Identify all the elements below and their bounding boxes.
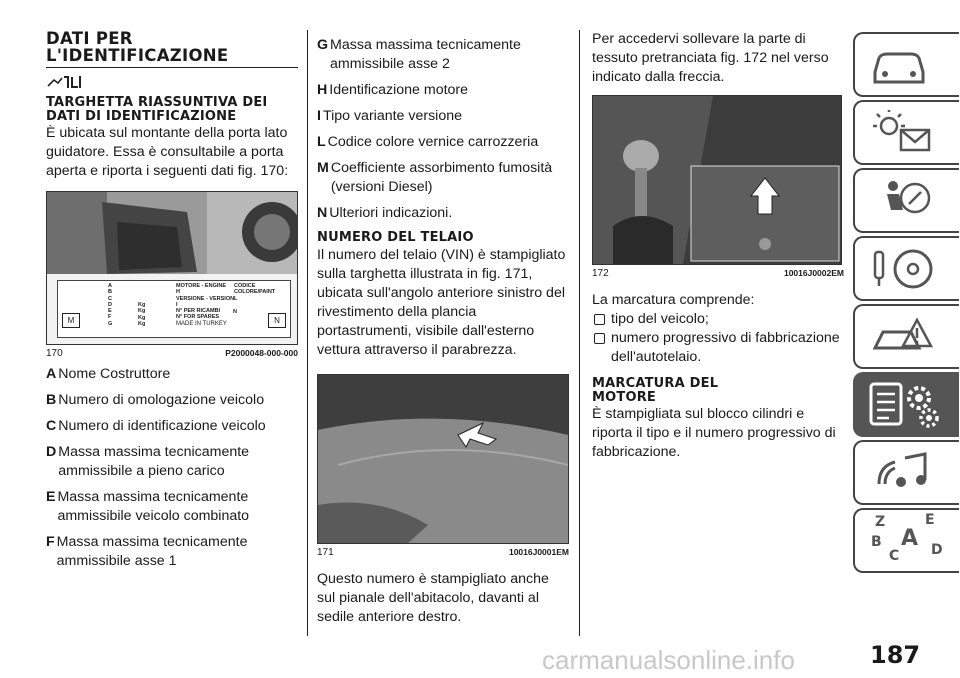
car-icon (869, 40, 929, 90)
figure-number: 171 (317, 546, 334, 558)
list-item: E Massa massima tecnicamente ammissibile veicolo combinato (46, 489, 250, 524)
vin-floor-paragraph: Questo numero è stampigliato anche sul pianale dell'abitacolo, davanti al sedile anteriore destro. (317, 570, 549, 625)
tab-driving[interactable] (853, 236, 959, 301)
column-divider (307, 30, 308, 636)
figure-172 (592, 95, 844, 279)
index-icon: Z E B A C D (871, 512, 943, 564)
breakdown-icon (869, 312, 939, 362)
list-item: H Identificazione motore (317, 82, 469, 98)
list-item: D Massa massima tecnicamente ammissibile a pieno carico (46, 444, 250, 479)
checkbox-bullet-icon (594, 314, 605, 325)
section-heading: MARCATURA DEL MOTORE (592, 376, 719, 405)
list-item: I Tipo variante versione (317, 108, 463, 124)
tab-warning-lights[interactable] (853, 100, 959, 165)
list-item: L Codice colore vernice carrozzeria (317, 134, 539, 150)
intro-paragraph: È ubicata sul montante della porta lato guidatore. Essa è consultabile a porta aperta e riporta i seguenti dati fig. 170: (46, 125, 289, 179)
figure-image (317, 374, 569, 544)
bullet-item: numero progressivo di fabbricazione dell'autotelaio. (592, 329, 844, 367)
engine-marking-paragraph: È stampigliata sul blocco cilindri e riporta il tipo e il numero progressivo di fabbricazione. (592, 406, 836, 460)
plate-n-letter: N (233, 309, 237, 315)
figure-170 (46, 191, 298, 359)
column-3 (592, 30, 844, 462)
plate-engine-block: MOTORE - ENGINE H VERSIONE - VERSION I N° PER RICAMBI N° FOR SPARES MADE IN TURKEY (176, 283, 235, 327)
figure-image (46, 191, 298, 345)
vin-paragraph: Il numero del telaio (VIN) è stampigliato sulla targhetta illustrata in fig. 171, ubicata sull'angolo anteriore sinistro del rivestimento della plancia portastrumenti, visibile dall'esterno vettura attraverso il parabrezza. (317, 246, 566, 358)
figure-number: 172 (592, 268, 609, 279)
tab-emergency[interactable] (853, 304, 959, 369)
tab-technical-data[interactable] (853, 372, 959, 437)
legend-list (46, 365, 298, 571)
tab-car[interactable] (853, 32, 959, 97)
list-item: N Ulteriori indicazioni. (317, 205, 453, 221)
list-item: G Massa massima tecnicamente ammissibile asse 2 (317, 37, 521, 72)
tab-multimedia[interactable] (853, 440, 959, 505)
list-item: A Nome Costruttore (46, 366, 171, 382)
plate-paint-block: CODICE COLORE/PAINT L (234, 283, 276, 302)
figure-image (592, 95, 842, 265)
figure-number: 170 (46, 348, 63, 359)
figure-code: 10016J0001EM (508, 546, 569, 557)
marcatura-intro: La marcatura comprende: (592, 292, 755, 308)
list-item: M Coefficiente assorbimento fumosità (versioni Diesel) (317, 160, 553, 195)
list-item: B Numero di omologazione veicolo (46, 392, 265, 408)
plate-m-box: M (62, 313, 80, 328)
column-divider (579, 30, 580, 636)
plate-units: Kg Kg Kg Kg (138, 302, 146, 327)
figure-171 (317, 374, 569, 558)
list-item: F Massa massima tecnicamente ammissibile asse 1 (46, 534, 248, 569)
access-paragraph: Per accedervi sollevare la parte di tessuto pretranciata fig. 172 nel verso indicato dalla freccia. (592, 31, 829, 85)
figure-caption (46, 348, 298, 359)
multimedia-icon (869, 448, 939, 498)
warning-lights-icon (869, 108, 939, 158)
figure-caption (592, 268, 844, 279)
steering-wheel-icon (869, 244, 939, 294)
tab-index[interactable] (853, 508, 959, 573)
section-heading: NUMERO DEL TELAIO (317, 230, 474, 245)
figure-code: P2000048-000-000 (225, 348, 298, 358)
watermark: carmanualsonline.info (542, 645, 795, 675)
plate-n-box: N (268, 313, 286, 328)
section-heading: DATI PER L'IDENTIFICAZIONE (46, 30, 298, 68)
id-plate (57, 280, 291, 338)
plate-letters: A B C D E F G (108, 283, 113, 327)
info-icon (46, 74, 298, 90)
airbag-safety-icon (869, 176, 939, 226)
tab-safety[interactable] (853, 168, 959, 233)
checkbox-bullet-icon (594, 333, 605, 344)
bullet-item: tipo del veicolo; (592, 310, 844, 329)
subsection-heading: TARGHETTA RIASSUNTIVA DEI DATI DI IDENTIFICAZIONE (46, 95, 268, 124)
legend-list (317, 36, 569, 223)
page-number: 187 (870, 641, 921, 669)
list-item: C Numero di identificazione veicolo (46, 418, 266, 434)
column-1 (46, 30, 298, 571)
technical-data-icon (867, 378, 947, 432)
column-2 (317, 30, 569, 627)
figure-code: 10016J0002EM (783, 268, 844, 278)
figure-caption (317, 547, 569, 558)
